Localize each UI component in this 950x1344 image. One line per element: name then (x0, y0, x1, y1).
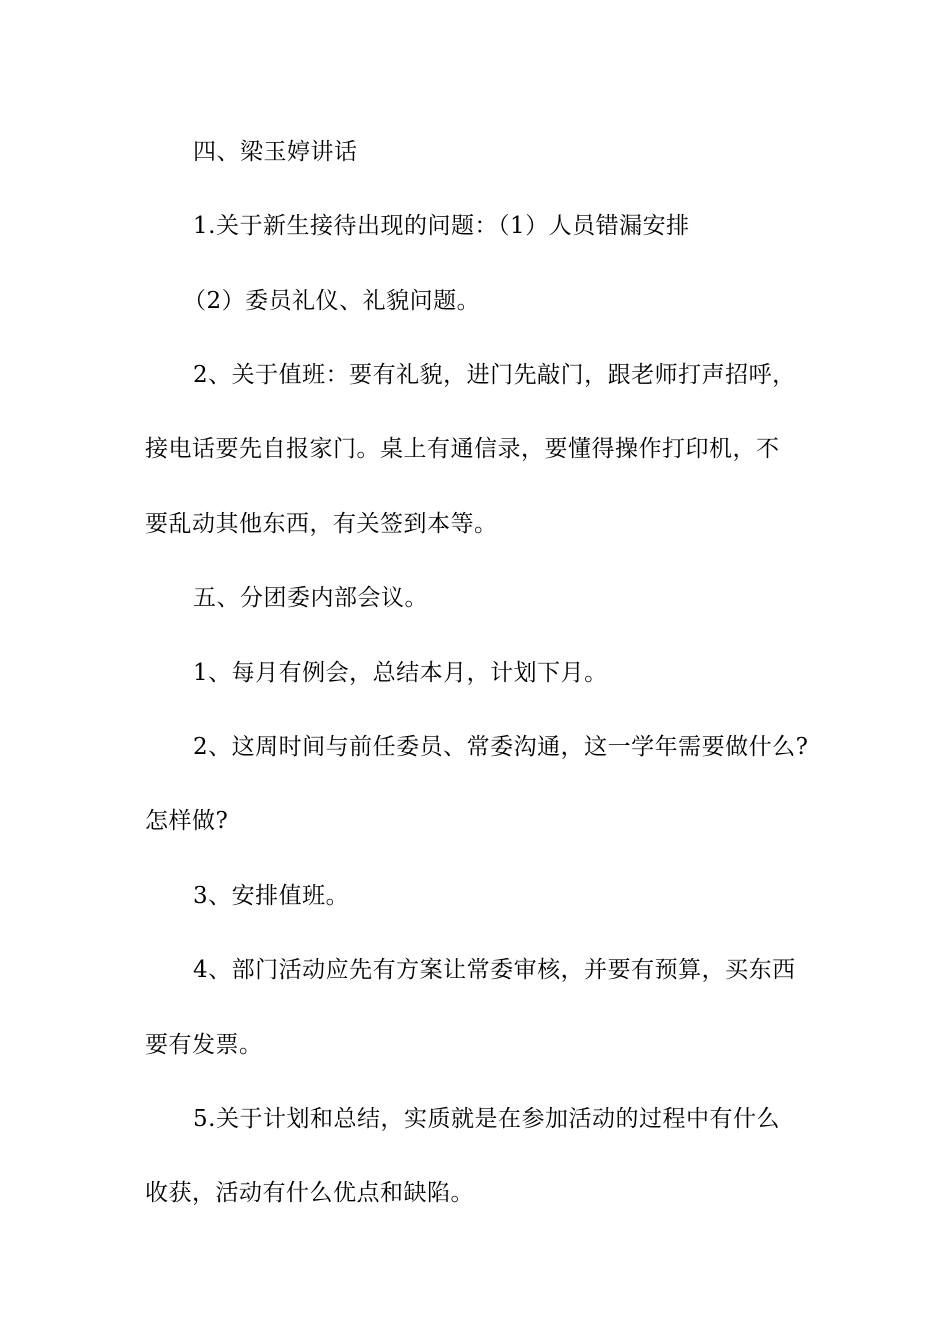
paragraph-line: 要乱动其他东西，有关签到本等。 (145, 511, 498, 537)
paragraph-line: 4、部门活动应先有方案让常委审核，并要有预算，买东西 (193, 957, 796, 983)
paragraph-line: 3、安排值班。 (193, 883, 350, 909)
section-heading-four: 四、梁玉婷讲话 (193, 139, 358, 165)
section-heading-five: 五、分团委内部会议。 (193, 585, 428, 611)
paragraph-line: 怎样做? (145, 808, 229, 834)
paragraph-line: （2）委员礼仪、礼貌问题。 (183, 288, 481, 314)
paragraph-line: 1、每月有例会，总结本月，计划下月。 (193, 660, 608, 686)
paragraph-line: 接电话要先自报家门。桌上有通信录，要懂得操作打印机，不 (145, 436, 780, 462)
paragraph-line: 1.关于新生接待出现的问题：（1）人员错漏安排 (193, 213, 690, 239)
paragraph-line: 5.关于计划和总结，实质就是在参加活动的过程中有什么 (193, 1106, 780, 1132)
paragraph-line: 2、关于值班：要有礼貌，进门先敲门，跟老师打声招呼， (193, 362, 796, 388)
paragraph-line: 要有发票。 (145, 1032, 263, 1058)
paragraph-line: 2、这周时间与前任委员、常委沟通，这一学年需要做什么? (193, 734, 809, 760)
paragraph-line: 收获，活动有什么优点和缺陷。 (145, 1180, 474, 1206)
